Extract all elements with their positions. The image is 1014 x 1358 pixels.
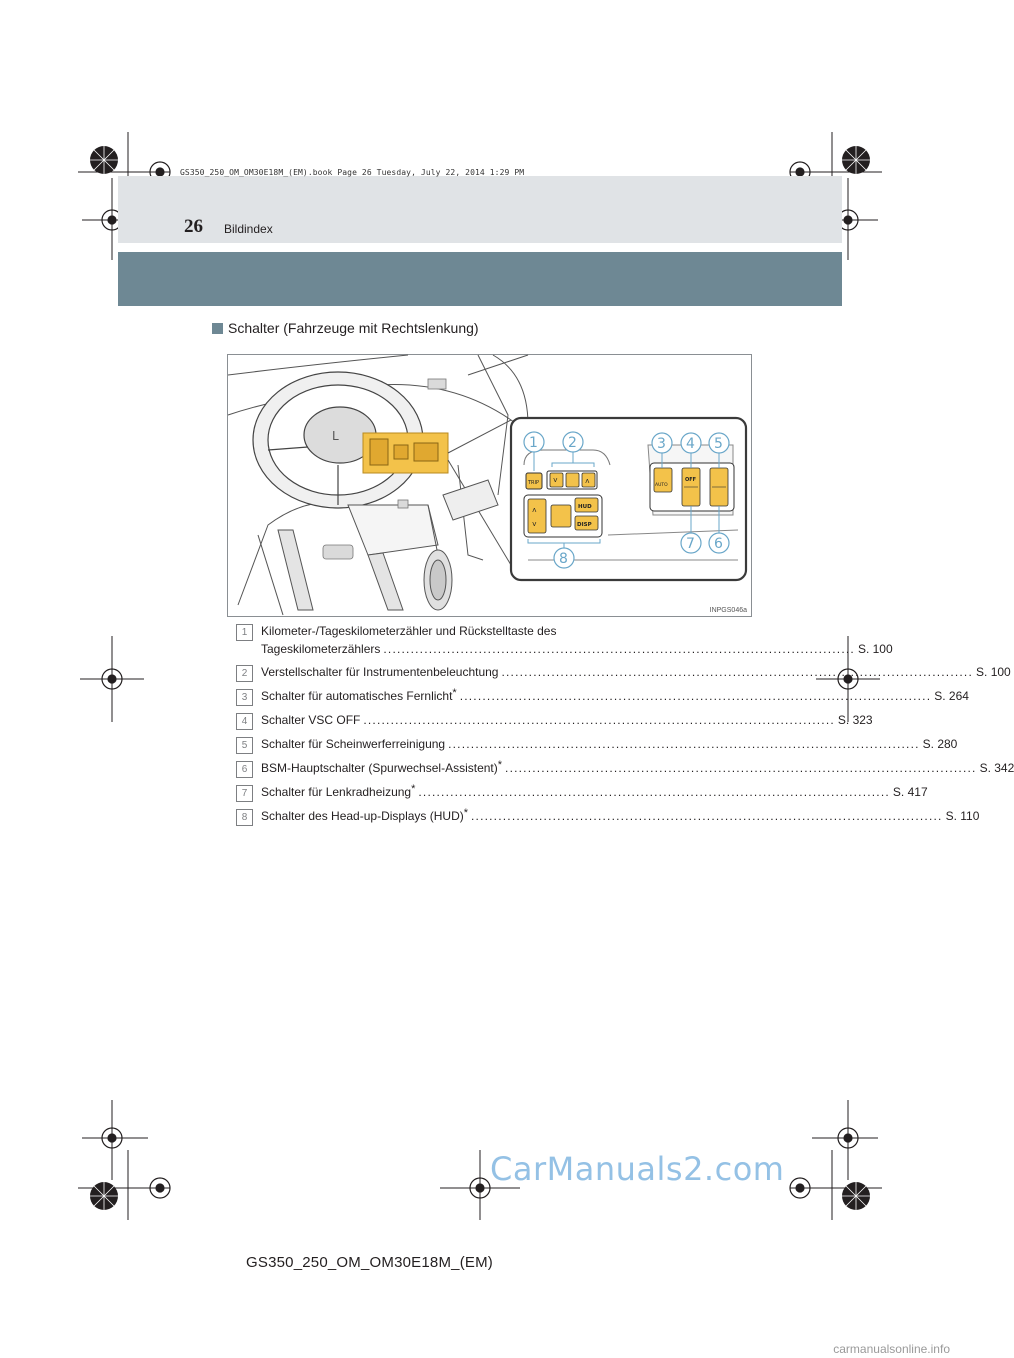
- dot-leader: ........................................................................................................: [418, 785, 890, 799]
- page-reference[interactable]: S. 110: [945, 809, 980, 823]
- book-info: GS350_250_OM_OM30E18M_(EM).book Page 26 Tuesday, July 22, 2014 1:29 PM: [180, 168, 525, 177]
- dot-leader: ........................................................................................................: [501, 665, 974, 679]
- page-reference[interactable]: S. 100: [976, 665, 1011, 679]
- item-number: 3: [236, 689, 253, 706]
- item-label: Schalter für Scheinwerferreinigung: [261, 737, 446, 751]
- svg-text:L: L: [332, 429, 339, 443]
- trip-button-label: TRIP: [528, 480, 540, 486]
- callout-6: [709, 533, 729, 553]
- callout-5: [709, 433, 729, 453]
- item-label: BSM-Hauptschalter (Spurwechsel-Assistent)*: [261, 759, 503, 775]
- callout-7: [681, 533, 701, 553]
- footnote-star: *: [411, 783, 416, 795]
- svg-text:˄: ˄: [585, 477, 590, 486]
- footnote-star: *: [497, 759, 503, 771]
- item-label: Tageskilometerzählers: [261, 642, 381, 656]
- dot-leader: ........................................................................................................: [459, 689, 932, 703]
- item-number: 1: [236, 624, 253, 641]
- svg-text:4: 4: [686, 436, 695, 452]
- svg-text:7: 7: [686, 536, 695, 552]
- footer-site[interactable]: carmanualsonline.info: [833, 1342, 950, 1356]
- svg-text:5: 5: [714, 436, 723, 452]
- legend-list: [236, 622, 1014, 831]
- item-label-line1: Kilometer-/Tageskilometerzähler und Rückstelltaste des: [261, 624, 557, 638]
- list-item: [236, 759, 1014, 778]
- item-number: 4: [236, 713, 253, 730]
- square-bullet-icon: [212, 323, 223, 334]
- dot-leader: ........................................................................................................: [505, 761, 977, 775]
- callout-1: [524, 432, 544, 452]
- list-item: [236, 807, 980, 826]
- dot-leader: ........................................................................................................: [383, 642, 855, 656]
- page-reference[interactable]: S. 342: [979, 761, 1014, 775]
- callout-8: [554, 548, 574, 568]
- callout-4: [681, 433, 701, 453]
- footnote-star: *: [452, 687, 457, 699]
- section-title: Bildindex: [224, 222, 273, 236]
- page-reference[interactable]: S. 100: [857, 642, 893, 656]
- svg-text:˅: ˅: [553, 476, 558, 485]
- list-item: [236, 711, 873, 730]
- watermark-logo: CarManuals2.com: [490, 1150, 785, 1188]
- item-label: Verstellschalter für Instrumentenbeleuchtung: [261, 665, 499, 679]
- item-label: Schalter für automatisches Fernlicht*: [261, 687, 457, 703]
- svg-text:3: 3: [657, 436, 666, 452]
- auto-button-label: AUTO: [655, 483, 668, 488]
- svg-text:6: 6: [714, 536, 723, 552]
- list-item: [236, 735, 958, 754]
- item-label: Schalter des Head-up-Displays (HUD)*: [261, 807, 469, 823]
- list-item: [236, 663, 1011, 682]
- svg-text:˄: ˄: [532, 506, 537, 515]
- page-reference[interactable]: S. 323: [837, 713, 873, 727]
- hud-button-label: HUD: [578, 504, 592, 510]
- page-reference[interactable]: S. 264: [934, 689, 969, 703]
- dot-leader: ........................................................................................................: [363, 713, 835, 727]
- footer-code: GS350_250_OM_OM30E18M_(EM): [246, 1254, 493, 1271]
- svg-text:8: 8: [559, 551, 568, 567]
- footnote-star: *: [463, 807, 469, 819]
- dot-leader: ........................................................................................................: [448, 737, 920, 751]
- item-number: 7: [236, 785, 253, 802]
- page-reference[interactable]: S. 280: [922, 737, 958, 751]
- svg-text:1: 1: [529, 435, 538, 451]
- svg-text:2: 2: [568, 435, 577, 451]
- header-bar: [118, 252, 842, 306]
- figure-code: INPGS046a: [709, 607, 747, 614]
- svg-text:˅: ˅: [532, 520, 537, 529]
- page-number: 26: [184, 216, 203, 237]
- item-label: Schalter VSC OFF: [261, 713, 361, 727]
- dashboard-illustration: [227, 354, 752, 617]
- callout-2: [563, 432, 583, 452]
- subheading: [212, 320, 479, 336]
- dot-leader: ........................................................................................................: [471, 809, 943, 823]
- disp-button-label: DISP: [577, 522, 592, 528]
- item-number: 6: [236, 761, 253, 778]
- item-number: 8: [236, 809, 253, 826]
- list-item: [236, 783, 928, 802]
- callout-layer: [228, 355, 751, 616]
- page-reference[interactable]: S. 417: [892, 785, 928, 799]
- subheading-text: Schalter (Fahrzeuge mit Rechtslenkung): [228, 320, 479, 336]
- item-label: Schalter für Lenkradheizung*: [261, 783, 416, 799]
- item-number: 5: [236, 737, 253, 754]
- item-number: 2: [236, 665, 253, 682]
- list-item: [236, 622, 893, 658]
- off-button-label: OFF: [685, 477, 697, 483]
- callout-3: [652, 433, 672, 453]
- list-item: [236, 687, 969, 706]
